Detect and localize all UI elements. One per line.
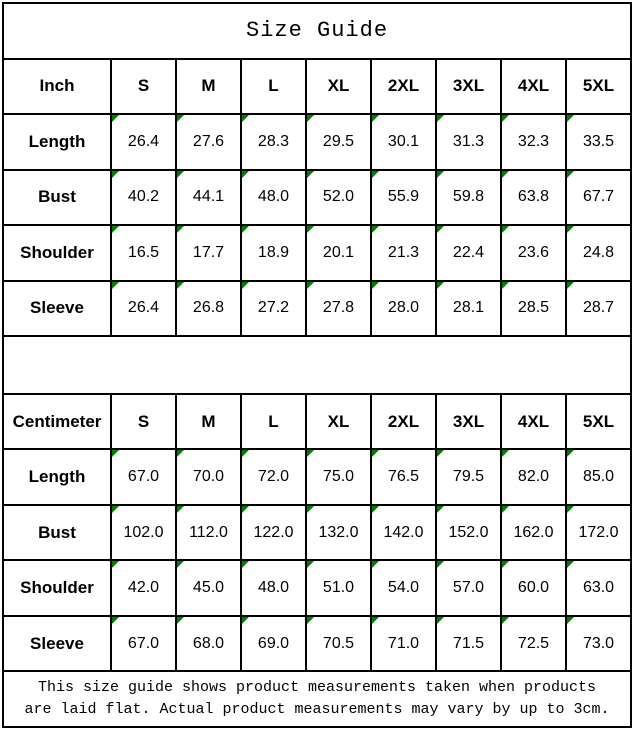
size-column-header-l: L (241, 59, 306, 115)
size-column-header-xl: XL (306, 59, 371, 115)
measurement-cell: 27.6 (176, 114, 241, 170)
measurement-cell: 162.0 (501, 505, 566, 561)
table-row (3, 281, 631, 337)
measurement-cell: 54.0 (371, 560, 436, 616)
measurement-cell: 26.8 (176, 281, 241, 337)
measurement-cell: 122.0 (241, 505, 306, 561)
measurement-cell: 60.0 (501, 560, 566, 616)
measurement-cell: 16.5 (111, 225, 176, 281)
measurement-cell: 142.0 (371, 505, 436, 561)
measurement-cell: 63.0 (566, 560, 631, 616)
size-column-header-m: M (176, 394, 241, 450)
measurement-cell: 70.5 (306, 616, 371, 672)
measurement-cell: 26.4 (111, 281, 176, 337)
size-column-header-3xl: 3XL (436, 394, 501, 450)
row-label-bust: Bust (3, 505, 111, 561)
table-row (3, 505, 631, 561)
measurement-cell: 132.0 (306, 505, 371, 561)
measurement-cell: 30.1 (371, 114, 436, 170)
measurement-cell: 55.9 (371, 170, 436, 226)
measurement-cell: 68.0 (176, 616, 241, 672)
row-label-shoulder: Shoulder (3, 560, 111, 616)
size-column-header-5xl: 5XL (566, 59, 631, 115)
size-column-header-3xl: 3XL (436, 59, 501, 115)
measurement-cell: 40.2 (111, 170, 176, 226)
measurement-cell: 71.0 (371, 616, 436, 672)
size-column-header-2xl: 2XL (371, 59, 436, 115)
page-title: Size Guide (3, 3, 631, 59)
measurement-cell: 73.0 (566, 616, 631, 672)
row-label-bust: Bust (3, 170, 111, 226)
size-column-header-l: L (241, 394, 306, 450)
measurement-cell: 172.0 (566, 505, 631, 561)
disclaimer-line-2: are laid flat. Actual product measurements may vary by up to 3cm. (24, 701, 610, 719)
measurement-cell: 102.0 (111, 505, 176, 561)
size-column-header-s: S (111, 394, 176, 450)
measurement-cell: 28.1 (436, 281, 501, 337)
measurement-cell: 72.0 (241, 449, 306, 505)
table-row (3, 225, 631, 281)
measurement-cell: 22.4 (436, 225, 501, 281)
measurement-cell: 27.2 (241, 281, 306, 337)
row-label-shoulder: Shoulder (3, 225, 111, 281)
measurement-cell: 21.3 (371, 225, 436, 281)
size-column-header-4xl: 4XL (501, 394, 566, 450)
measurement-cell: 48.0 (241, 560, 306, 616)
measurement-cell: 85.0 (566, 449, 631, 505)
measurement-cell: 28.5 (501, 281, 566, 337)
measurement-disclaimer (3, 671, 631, 727)
measurement-cell: 63.8 (501, 170, 566, 226)
measurement-cell: 42.0 (111, 560, 176, 616)
table-row (3, 560, 631, 616)
measurement-cell: 31.3 (436, 114, 501, 170)
measurement-cell: 32.3 (501, 114, 566, 170)
size-column-header-xl: XL (306, 394, 371, 450)
measurement-cell: 26.4 (111, 114, 176, 170)
measurement-cell: 45.0 (176, 560, 241, 616)
disclaimer-line-1: This size guide shows product measurements taken when products (37, 679, 597, 697)
measurement-cell: 48.0 (241, 170, 306, 226)
measurement-cell: 67.7 (566, 170, 631, 226)
table-row (3, 616, 631, 672)
row-label-length: Length (3, 114, 111, 170)
measurement-cell: 71.5 (436, 616, 501, 672)
measurement-cell: 72.5 (501, 616, 566, 672)
size-column-header-4xl: 4XL (501, 59, 566, 115)
size-guide-table (2, 2, 632, 728)
measurement-cell: 51.0 (306, 560, 371, 616)
measurement-cell: 75.0 (306, 449, 371, 505)
measurement-cell: 28.7 (566, 281, 631, 337)
inch-header-row (3, 59, 631, 115)
measurement-cell: 52.0 (306, 170, 371, 226)
row-label-sleeve: Sleeve (3, 616, 111, 672)
row-label-sleeve: Sleeve (3, 281, 111, 337)
measurement-cell: 59.8 (436, 170, 501, 226)
table-spacer (3, 336, 631, 394)
unit-header-inch: Inch (3, 59, 111, 115)
table-row (3, 114, 631, 170)
measurement-cell: 67.0 (111, 616, 176, 672)
measurement-cell: 27.8 (306, 281, 371, 337)
table-row (3, 170, 631, 226)
size-column-header-2xl: 2XL (371, 394, 436, 450)
measurement-cell: 67.0 (111, 449, 176, 505)
size-column-header-5xl: 5XL (566, 394, 631, 450)
measurement-cell: 152.0 (436, 505, 501, 561)
centimeter-header-row (3, 394, 631, 450)
unit-header-centimeter: Centimeter (3, 394, 111, 450)
size-column-header-m: M (176, 59, 241, 115)
measurement-cell: 69.0 (241, 616, 306, 672)
measurement-cell: 28.3 (241, 114, 306, 170)
size-column-header-s: S (111, 59, 176, 115)
measurement-cell: 17.7 (176, 225, 241, 281)
measurement-cell: 70.0 (176, 449, 241, 505)
measurement-cell: 57.0 (436, 560, 501, 616)
measurement-cell: 33.5 (566, 114, 631, 170)
measurement-cell: 18.9 (241, 225, 306, 281)
measurement-cell: 79.5 (436, 449, 501, 505)
row-label-length: Length (3, 449, 111, 505)
measurement-cell: 112.0 (176, 505, 241, 561)
measurement-cell: 20.1 (306, 225, 371, 281)
measurement-cell: 82.0 (501, 449, 566, 505)
measurement-cell: 28.0 (371, 281, 436, 337)
measurement-cell: 76.5 (371, 449, 436, 505)
measurement-cell: 23.6 (501, 225, 566, 281)
table-row (3, 449, 631, 505)
measurement-cell: 44.1 (176, 170, 241, 226)
measurement-cell: 29.5 (306, 114, 371, 170)
measurement-cell: 24.8 (566, 225, 631, 281)
